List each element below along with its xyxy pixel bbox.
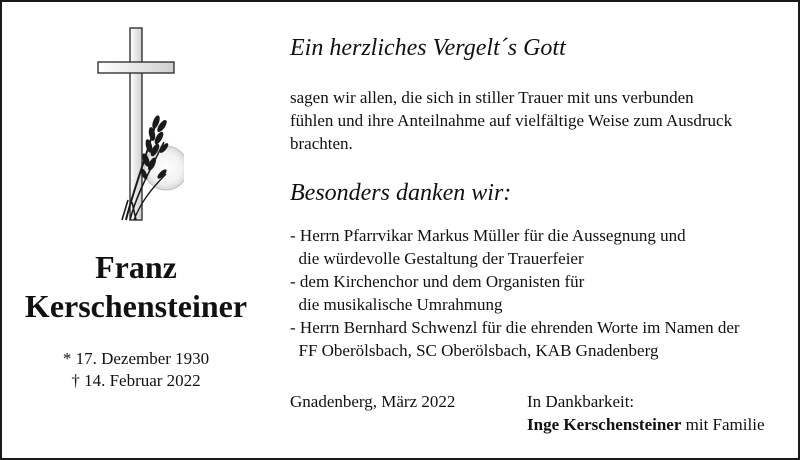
thanks-list-line: die würdevolle Gestaltung der Trauerfeier [290, 249, 584, 268]
signer-family: mit Familie [681, 415, 765, 434]
left-column [2, 2, 270, 458]
place-date: Gnadenberg, März 2022 [290, 392, 456, 411]
closing-label: In Dankbarkeit: [527, 392, 635, 411]
intro-paragraph [290, 86, 732, 155]
thanks-list [290, 224, 740, 362]
intro-line: fühlen und ihre Anteilnahme auf vielfältige Weise zum Ausdruck [290, 111, 733, 130]
thanks-list-line: - dem Kirchenchor und dem Organisten für [290, 272, 585, 291]
thanks-list-line: - Herrn Pfarrvikar Markus Müller für die Aussegnung und [290, 226, 686, 245]
special-thanks-heading: Besonders danken wir: [290, 180, 512, 206]
death-date: † 14. Februar 2022 [71, 371, 201, 390]
thanks-list-line: FF Oberölsbach, SC Oberölsbach, KAB Gnadenberg [290, 341, 659, 360]
birth-date: * 17. Dezember 1930 [62, 349, 210, 368]
thanks-list-line: die musikalische Umrahmung [290, 295, 503, 314]
intro-line: brachten. [290, 134, 353, 153]
main-heading: Ein herzliches Vergelt´s Gott [290, 35, 566, 61]
thanks-list-line: - Herrn Bernhard Schwenzl für die ehrenden Worte im Namen der [290, 318, 740, 337]
signer-name: Inge Kerschensteiner [527, 415, 682, 434]
deceased-first-name: Franz [95, 249, 177, 285]
cross-with-wheat-icon [92, 24, 184, 224]
signer-line [527, 413, 765, 436]
deceased-last-name: Kerschensteiner [24, 288, 248, 324]
intro-line: sagen wir allen, die sich in stiller Trauer mit uns verbunden [290, 88, 694, 107]
closing-signature [527, 390, 765, 436]
